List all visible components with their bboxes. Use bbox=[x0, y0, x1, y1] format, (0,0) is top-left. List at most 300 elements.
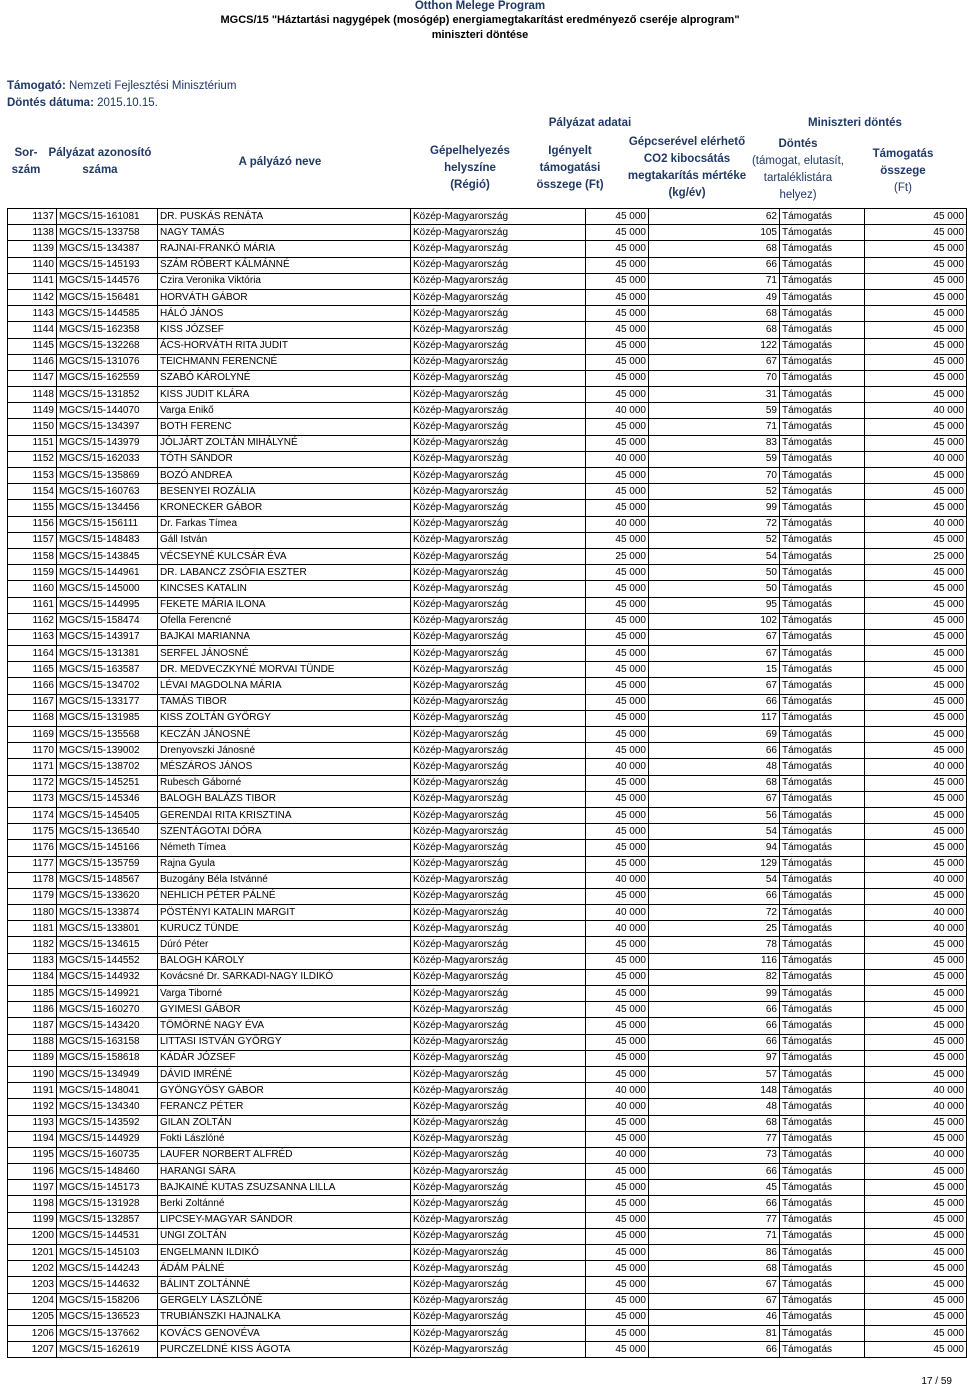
cell-applicant-name: NAGY TAMÁS bbox=[158, 225, 411, 241]
cell-row-number: 1141 bbox=[8, 273, 57, 289]
cell-applicant-name: TÓTH SÁNDOR bbox=[158, 451, 411, 467]
cell-support-amount: 45 000 bbox=[865, 775, 967, 791]
cell-application-id: MGCS/15-138702 bbox=[57, 759, 158, 775]
cell-region: Közép-Magyarország bbox=[411, 1261, 586, 1277]
cell-row-number: 1146 bbox=[8, 354, 57, 370]
table-row bbox=[8, 1325, 967, 1341]
cell-requested-amount: 45 000 bbox=[586, 1293, 649, 1309]
cell-decision: Támogatás bbox=[780, 257, 865, 273]
cell-row-number: 1153 bbox=[8, 468, 57, 484]
cell-co2-saving: 67 bbox=[649, 1293, 780, 1309]
cell-support-amount: 45 000 bbox=[865, 581, 967, 597]
cell-co2-saving: 46 bbox=[649, 1309, 780, 1325]
cell-decision: Támogatás bbox=[780, 468, 865, 484]
cell-application-id: MGCS/15-148567 bbox=[57, 872, 158, 888]
cell-row-number: 1175 bbox=[8, 824, 57, 840]
cell-application-id: MGCS/15-161081 bbox=[57, 209, 158, 225]
cell-support-amount: 45 000 bbox=[865, 1277, 967, 1293]
cell-region: Közép-Magyarország bbox=[411, 1277, 586, 1293]
cell-decision: Támogatás bbox=[780, 435, 865, 451]
col-header-tamogatas-title: Támogatás összege bbox=[872, 148, 934, 177]
cell-region: Közép-Magyarország bbox=[411, 1293, 586, 1309]
table-row bbox=[8, 209, 967, 225]
cell-co2-saving: 102 bbox=[649, 613, 780, 629]
cell-region: Közép-Magyarország bbox=[411, 468, 586, 484]
cell-support-amount: 45 000 bbox=[865, 1342, 967, 1358]
cell-decision: Támogatás bbox=[780, 1277, 865, 1293]
cell-co2-saving: 94 bbox=[649, 840, 780, 856]
cell-co2-saving: 66 bbox=[649, 694, 780, 710]
cell-decision: Támogatás bbox=[780, 1196, 865, 1212]
cell-applicant-name: Czira Veronika Viktória bbox=[158, 273, 411, 289]
decision-subtitle: miniszteri döntése bbox=[431, 29, 529, 41]
cell-decision: Támogatás bbox=[780, 1261, 865, 1277]
cell-applicant-name: LAUFER NORBERT ALFRÉD bbox=[158, 1147, 411, 1163]
cell-support-amount: 45 000 bbox=[865, 743, 967, 759]
cell-region: Közép-Magyarország bbox=[411, 225, 586, 241]
cell-row-number: 1169 bbox=[8, 727, 57, 743]
cell-row-number: 1193 bbox=[8, 1115, 57, 1131]
cell-applicant-name: TÖMÖRNÉ NAGY ÉVA bbox=[158, 1018, 411, 1034]
date-line bbox=[7, 97, 158, 109]
cell-support-amount: 25 000 bbox=[865, 548, 967, 564]
table-row bbox=[8, 500, 967, 516]
cell-application-id: MGCS/15-144585 bbox=[57, 306, 158, 322]
cell-support-amount: 45 000 bbox=[865, 986, 967, 1002]
cell-decision: Támogatás bbox=[780, 1050, 865, 1066]
cell-requested-amount: 45 000 bbox=[586, 986, 649, 1002]
cell-application-id: MGCS/15-144243 bbox=[57, 1261, 158, 1277]
cell-row-number: 1204 bbox=[8, 1293, 57, 1309]
table-row bbox=[8, 1147, 967, 1163]
cell-row-number: 1171 bbox=[8, 759, 57, 775]
cell-support-amount: 45 000 bbox=[865, 257, 967, 273]
cell-application-id: MGCS/15-144929 bbox=[57, 1131, 158, 1147]
cell-decision: Támogatás bbox=[780, 1293, 865, 1309]
cell-requested-amount: 45 000 bbox=[586, 354, 649, 370]
cell-region: Közép-Magyarország bbox=[411, 1131, 586, 1147]
cell-support-amount: 45 000 bbox=[865, 1261, 967, 1277]
cell-applicant-name: KECZÁN JÁNOSNÉ bbox=[158, 727, 411, 743]
cell-row-number: 1137 bbox=[8, 209, 57, 225]
cell-decision: Támogatás bbox=[780, 969, 865, 985]
col-header-tamogatas-sub: (Ft) bbox=[894, 182, 912, 194]
cell-applicant-name: DR. MEDVECZKYNÉ MORVAI TÜNDE bbox=[158, 662, 411, 678]
cell-region: Közép-Magyarország bbox=[411, 257, 586, 273]
cell-requested-amount: 45 000 bbox=[586, 306, 649, 322]
cell-requested-amount: 45 000 bbox=[586, 1309, 649, 1325]
cell-applicant-name: Rajna Gyula bbox=[158, 856, 411, 872]
cell-region: Közép-Magyarország bbox=[411, 710, 586, 726]
cell-support-amount: 45 000 bbox=[865, 370, 967, 386]
cell-support-amount: 40 000 bbox=[865, 759, 967, 775]
table-row bbox=[8, 1050, 967, 1066]
table-row bbox=[8, 613, 967, 629]
cell-requested-amount: 45 000 bbox=[586, 1131, 649, 1147]
cell-decision: Támogatás bbox=[780, 1147, 865, 1163]
cell-row-number: 1142 bbox=[8, 289, 57, 305]
cell-region: Közép-Magyarország bbox=[411, 1115, 586, 1131]
table-row bbox=[8, 727, 967, 743]
cell-application-id: MGCS/15-144552 bbox=[57, 953, 158, 969]
cell-requested-amount: 45 000 bbox=[586, 1050, 649, 1066]
cell-requested-amount: 45 000 bbox=[586, 387, 649, 403]
cell-decision: Támogatás bbox=[780, 241, 865, 257]
cell-decision: Támogatás bbox=[780, 629, 865, 645]
cell-applicant-name: HARANGI SÁRA bbox=[158, 1164, 411, 1180]
cell-application-id: MGCS/15-163587 bbox=[57, 662, 158, 678]
table-row bbox=[8, 1164, 967, 1180]
cell-support-amount: 45 000 bbox=[865, 613, 967, 629]
table-row bbox=[8, 1002, 967, 1018]
cell-decision: Támogatás bbox=[780, 791, 865, 807]
cell-region: Közép-Magyarország bbox=[411, 548, 586, 564]
cell-decision: Támogatás bbox=[780, 289, 865, 305]
cell-requested-amount: 40 000 bbox=[586, 1147, 649, 1163]
cell-applicant-name: KRONECKER GÁBOR bbox=[158, 500, 411, 516]
cell-requested-amount: 40 000 bbox=[586, 872, 649, 888]
cell-decision: Támogatás bbox=[780, 1228, 865, 1244]
cell-requested-amount: 40 000 bbox=[586, 403, 649, 419]
table-row bbox=[8, 338, 967, 354]
cell-requested-amount: 45 000 bbox=[586, 241, 649, 257]
cell-row-number: 1168 bbox=[8, 710, 57, 726]
cell-applicant-name: GILAN ZOLTÁN bbox=[158, 1115, 411, 1131]
cell-applicant-name: LIPCSEY-MAGYAR SÁNDOR bbox=[158, 1212, 411, 1228]
cell-applicant-name: SERFEL JÁNOSNÉ bbox=[158, 646, 411, 662]
cell-row-number: 1191 bbox=[8, 1083, 57, 1099]
table-row bbox=[8, 451, 967, 467]
cell-applicant-name: KISS ZOLTÁN GYÖRGY bbox=[158, 710, 411, 726]
cell-region: Közép-Magyarország bbox=[411, 694, 586, 710]
cell-application-id: MGCS/15-145251 bbox=[57, 775, 158, 791]
table-row bbox=[8, 937, 967, 953]
cell-co2-saving: 45 bbox=[649, 1180, 780, 1196]
cell-co2-saving: 68 bbox=[649, 1115, 780, 1131]
cell-application-id: MGCS/15-144932 bbox=[57, 969, 158, 985]
cell-requested-amount: 45 000 bbox=[586, 678, 649, 694]
cell-row-number: 1202 bbox=[8, 1261, 57, 1277]
cell-support-amount: 45 000 bbox=[865, 468, 967, 484]
cell-row-number: 1149 bbox=[8, 403, 57, 419]
table-row bbox=[8, 468, 967, 484]
cell-co2-saving: 73 bbox=[649, 1147, 780, 1163]
cell-decision: Támogatás bbox=[780, 856, 865, 872]
cell-applicant-name: BOZÓ ANDREA bbox=[158, 468, 411, 484]
cell-row-number: 1181 bbox=[8, 921, 57, 937]
cell-region: Közép-Magyarország bbox=[411, 1196, 586, 1212]
cell-applicant-name: Gáll István bbox=[158, 532, 411, 548]
table-row bbox=[8, 1083, 967, 1099]
cell-applicant-name: KISS JÓZSEF bbox=[158, 322, 411, 338]
cell-region: Közép-Magyarország bbox=[411, 759, 586, 775]
cell-support-amount: 45 000 bbox=[865, 225, 967, 241]
cell-row-number: 1138 bbox=[8, 225, 57, 241]
cell-support-amount: 45 000 bbox=[865, 1228, 967, 1244]
cell-application-id: MGCS/15-144531 bbox=[57, 1228, 158, 1244]
cell-requested-amount: 45 000 bbox=[586, 484, 649, 500]
cell-application-id: MGCS/15-149921 bbox=[57, 986, 158, 1002]
cell-row-number: 1160 bbox=[8, 581, 57, 597]
cell-co2-saving: 116 bbox=[649, 953, 780, 969]
cell-co2-saving: 105 bbox=[649, 225, 780, 241]
cell-application-id: MGCS/15-131928 bbox=[57, 1196, 158, 1212]
cell-decision: Támogatás bbox=[780, 225, 865, 241]
cell-row-number: 1157 bbox=[8, 532, 57, 548]
cell-co2-saving: 95 bbox=[649, 597, 780, 613]
cell-co2-saving: 66 bbox=[649, 257, 780, 273]
cell-applicant-name: JÓLJÁRT ZOLTÁN MIHÁLYNÉ bbox=[158, 435, 411, 451]
cell-application-id: MGCS/15-131076 bbox=[57, 354, 158, 370]
cell-region: Közép-Magyarország bbox=[411, 613, 586, 629]
cell-applicant-name: Dr. Farkas Tímea bbox=[158, 516, 411, 532]
cell-decision: Támogatás bbox=[780, 775, 865, 791]
cell-support-amount: 40 000 bbox=[865, 516, 967, 532]
cell-requested-amount: 45 000 bbox=[586, 419, 649, 435]
cell-co2-saving: 78 bbox=[649, 937, 780, 953]
cell-region: Közép-Magyarország bbox=[411, 289, 586, 305]
cell-co2-saving: 72 bbox=[649, 516, 780, 532]
cell-support-amount: 45 000 bbox=[865, 888, 967, 904]
cell-support-amount: 45 000 bbox=[865, 1325, 967, 1341]
cell-decision: Támogatás bbox=[780, 500, 865, 516]
cell-support-amount: 45 000 bbox=[865, 1293, 967, 1309]
cell-support-amount: 45 000 bbox=[865, 1196, 967, 1212]
cell-applicant-name: TRUBIÁNSZKI HAJNALKA bbox=[158, 1309, 411, 1325]
cell-applicant-name: VÉCSEYNÉ KULCSÁR ÉVA bbox=[158, 548, 411, 564]
cell-applicant-name: Dúró Péter bbox=[158, 937, 411, 953]
cell-decision: Támogatás bbox=[780, 565, 865, 581]
cell-requested-amount: 45 000 bbox=[586, 710, 649, 726]
table-row bbox=[8, 791, 967, 807]
cell-application-id: MGCS/15-144070 bbox=[57, 403, 158, 419]
cell-requested-amount: 40 000 bbox=[586, 516, 649, 532]
cell-applicant-name: ENGELMANN ILDIKÓ bbox=[158, 1245, 411, 1261]
table-row bbox=[8, 921, 967, 937]
cell-support-amount: 45 000 bbox=[865, 1245, 967, 1261]
table-row bbox=[8, 872, 967, 888]
cell-row-number: 1165 bbox=[8, 662, 57, 678]
cell-requested-amount: 45 000 bbox=[586, 662, 649, 678]
cell-co2-saving: 66 bbox=[649, 743, 780, 759]
cell-support-amount: 45 000 bbox=[865, 1180, 967, 1196]
col-header-regio: Gépelhelyezés helyszíne (Régió) bbox=[430, 144, 510, 191]
cell-support-amount: 45 000 bbox=[865, 1115, 967, 1131]
cell-decision: Támogatás bbox=[780, 1034, 865, 1050]
cell-decision: Támogatás bbox=[780, 387, 865, 403]
cell-region: Közép-Magyarország bbox=[411, 791, 586, 807]
cell-region: Közép-Magyarország bbox=[411, 1164, 586, 1180]
cell-applicant-name: BÁLINT ZOLTÁNNÉ bbox=[158, 1277, 411, 1293]
cell-application-id: MGCS/15-145193 bbox=[57, 257, 158, 273]
cell-co2-saving: 67 bbox=[649, 354, 780, 370]
cell-applicant-name: DR. PUSKÁS RENÁTA bbox=[158, 209, 411, 225]
cell-row-number: 1179 bbox=[8, 888, 57, 904]
cell-decision: Támogatás bbox=[780, 581, 865, 597]
cell-applicant-name: BAJKAI MARIANNA bbox=[158, 629, 411, 645]
cell-region: Közép-Magyarország bbox=[411, 241, 586, 257]
cell-decision: Támogatás bbox=[780, 613, 865, 629]
cell-application-id: MGCS/15-144632 bbox=[57, 1277, 158, 1293]
cell-support-amount: 45 000 bbox=[865, 1164, 967, 1180]
cell-row-number: 1148 bbox=[8, 387, 57, 403]
cell-row-number: 1180 bbox=[8, 905, 57, 921]
cell-region: Közép-Magyarország bbox=[411, 921, 586, 937]
cell-row-number: 1173 bbox=[8, 791, 57, 807]
cell-support-amount: 45 000 bbox=[865, 791, 967, 807]
table-row bbox=[8, 856, 967, 872]
cell-requested-amount: 45 000 bbox=[586, 581, 649, 597]
table-row bbox=[8, 1018, 967, 1034]
cell-co2-saving: 50 bbox=[649, 581, 780, 597]
cell-row-number: 1147 bbox=[8, 370, 57, 386]
cell-support-amount: 45 000 bbox=[865, 727, 967, 743]
cell-requested-amount: 45 000 bbox=[586, 807, 649, 823]
cell-support-amount: 45 000 bbox=[865, 1002, 967, 1018]
cell-applicant-name: BALOGH BALÁZS TIBOR bbox=[158, 791, 411, 807]
cell-co2-saving: 62 bbox=[649, 209, 780, 225]
cell-application-id: MGCS/15-160735 bbox=[57, 1147, 158, 1163]
cell-requested-amount: 45 000 bbox=[586, 1002, 649, 1018]
cell-applicant-name: FERANCZ PÉTER bbox=[158, 1099, 411, 1115]
cell-region: Közép-Magyarország bbox=[411, 387, 586, 403]
cell-region: Közép-Magyarország bbox=[411, 969, 586, 985]
program-title: Otthon Melege Program bbox=[414, 0, 546, 12]
cell-co2-saving: 81 bbox=[649, 1325, 780, 1341]
cell-application-id: MGCS/15-163158 bbox=[57, 1034, 158, 1050]
cell-decision: Támogatás bbox=[780, 419, 865, 435]
cell-row-number: 1152 bbox=[8, 451, 57, 467]
subprogram-title: MGCS/15 "Háztartási nagygépek (mosógép) energiamegtakarítást eredményező cseréje alprogram" bbox=[220, 14, 740, 26]
cell-row-number: 1159 bbox=[8, 565, 57, 581]
cell-requested-amount: 45 000 bbox=[586, 257, 649, 273]
cell-requested-amount: 45 000 bbox=[586, 597, 649, 613]
cell-decision: Támogatás bbox=[780, 403, 865, 419]
cell-support-amount: 45 000 bbox=[865, 387, 967, 403]
cell-applicant-name: Ofella Ferencné bbox=[158, 613, 411, 629]
cell-requested-amount: 45 000 bbox=[586, 1245, 649, 1261]
cell-support-amount: 45 000 bbox=[865, 306, 967, 322]
cell-co2-saving: 66 bbox=[649, 888, 780, 904]
cell-application-id: MGCS/15-134340 bbox=[57, 1099, 158, 1115]
cell-requested-amount: 45 000 bbox=[586, 629, 649, 645]
cell-row-number: 1162 bbox=[8, 613, 57, 629]
cell-applicant-name: PURCZELDNÉ KISS ÁGOTA bbox=[158, 1342, 411, 1358]
table-row bbox=[8, 1180, 967, 1196]
table-row bbox=[8, 775, 967, 791]
cell-application-id: MGCS/15-143979 bbox=[57, 435, 158, 451]
cell-region: Közép-Magyarország bbox=[411, 872, 586, 888]
cell-application-id: MGCS/15-134397 bbox=[57, 419, 158, 435]
cell-co2-saving: 67 bbox=[649, 678, 780, 694]
cell-region: Közép-Magyarország bbox=[411, 1002, 586, 1018]
table-row bbox=[8, 1115, 967, 1131]
cell-requested-amount: 45 000 bbox=[586, 565, 649, 581]
cell-row-number: 1177 bbox=[8, 856, 57, 872]
cell-application-id: MGCS/15-134387 bbox=[57, 241, 158, 257]
cell-requested-amount: 25 000 bbox=[586, 548, 649, 564]
cell-decision: Támogatás bbox=[780, 710, 865, 726]
cell-co2-saving: 15 bbox=[649, 662, 780, 678]
cell-support-amount: 45 000 bbox=[865, 678, 967, 694]
cell-decision: Támogatás bbox=[780, 322, 865, 338]
cell-region: Közép-Magyarország bbox=[411, 322, 586, 338]
cell-application-id: MGCS/15-133620 bbox=[57, 888, 158, 904]
cell-application-id: MGCS/15-145166 bbox=[57, 840, 158, 856]
cell-application-id: MGCS/15-131852 bbox=[57, 387, 158, 403]
cell-co2-saving: 59 bbox=[649, 451, 780, 467]
cell-support-amount: 45 000 bbox=[865, 1050, 967, 1066]
table-row bbox=[8, 1066, 967, 1082]
decision-table bbox=[7, 208, 967, 1358]
table-row bbox=[8, 888, 967, 904]
cell-co2-saving: 68 bbox=[649, 241, 780, 257]
cell-applicant-name: TEICHMANN FERENCNÉ bbox=[158, 354, 411, 370]
cell-decision: Támogatás bbox=[780, 937, 865, 953]
cell-region: Közép-Magyarország bbox=[411, 727, 586, 743]
cell-requested-amount: 45 000 bbox=[586, 840, 649, 856]
cell-applicant-name: BAJKAINÉ KUTAS ZSUZSANNA LILLA bbox=[158, 1180, 411, 1196]
cell-requested-amount: 45 000 bbox=[586, 1018, 649, 1034]
cell-co2-saving: 99 bbox=[649, 500, 780, 516]
cell-region: Közép-Magyarország bbox=[411, 1245, 586, 1261]
cell-co2-saving: 67 bbox=[649, 791, 780, 807]
cell-decision: Támogatás bbox=[780, 1325, 865, 1341]
table-row bbox=[8, 1212, 967, 1228]
cell-decision: Támogatás bbox=[780, 338, 865, 354]
cell-decision: Támogatás bbox=[780, 354, 865, 370]
col-header-dontes bbox=[748, 136, 848, 206]
cell-region: Közép-Magyarország bbox=[411, 1309, 586, 1325]
cell-decision: Támogatás bbox=[780, 1164, 865, 1180]
cell-decision: Támogatás bbox=[780, 306, 865, 322]
cell-row-number: 1200 bbox=[8, 1228, 57, 1244]
cell-support-amount: 40 000 bbox=[865, 872, 967, 888]
cell-requested-amount: 45 000 bbox=[586, 370, 649, 386]
cell-application-id: MGCS/15-137662 bbox=[57, 1325, 158, 1341]
cell-row-number: 1186 bbox=[8, 1002, 57, 1018]
cell-support-amount: 45 000 bbox=[865, 937, 967, 953]
group-header-palyazat: Pályázat adatai bbox=[548, 116, 632, 129]
cell-region: Közép-Magyarország bbox=[411, 1212, 586, 1228]
col-header-dontes-sub: (támogat, elutasít, tartaléklistára helyez) bbox=[751, 155, 845, 201]
cell-row-number: 1158 bbox=[8, 548, 57, 564]
cell-application-id: MGCS/15-135568 bbox=[57, 727, 158, 743]
funder-line bbox=[7, 80, 236, 92]
cell-applicant-name: Németh Tímea bbox=[158, 840, 411, 856]
table-row bbox=[8, 1228, 967, 1244]
cell-requested-amount: 45 000 bbox=[586, 225, 649, 241]
cell-support-amount: 45 000 bbox=[865, 1309, 967, 1325]
table-row bbox=[8, 953, 967, 969]
cell-requested-amount: 40 000 bbox=[586, 759, 649, 775]
cell-co2-saving: 52 bbox=[649, 484, 780, 500]
cell-requested-amount: 45 000 bbox=[586, 1164, 649, 1180]
cell-requested-amount: 45 000 bbox=[586, 856, 649, 872]
cell-decision: Támogatás bbox=[780, 1245, 865, 1261]
table-row bbox=[8, 354, 967, 370]
cell-application-id: MGCS/15-162033 bbox=[57, 451, 158, 467]
cell-co2-saving: 25 bbox=[649, 921, 780, 937]
cell-co2-saving: 86 bbox=[649, 1245, 780, 1261]
cell-requested-amount: 40 000 bbox=[586, 921, 649, 937]
cell-region: Közép-Magyarország bbox=[411, 1147, 586, 1163]
table-row bbox=[8, 1261, 967, 1277]
cell-region: Közép-Magyarország bbox=[411, 516, 586, 532]
cell-co2-saving: 68 bbox=[649, 306, 780, 322]
table-row bbox=[8, 435, 967, 451]
cell-region: Közép-Magyarország bbox=[411, 1228, 586, 1244]
